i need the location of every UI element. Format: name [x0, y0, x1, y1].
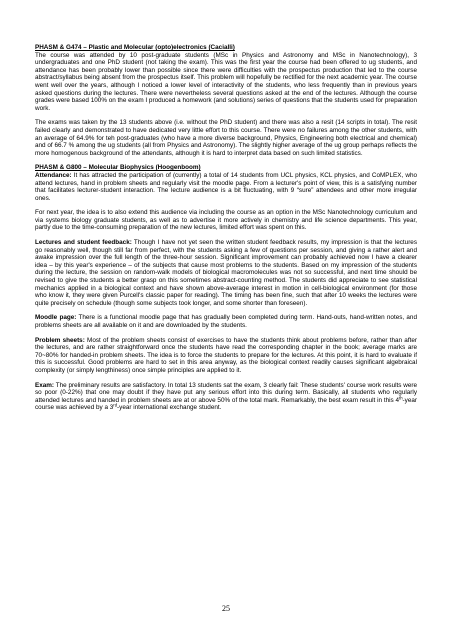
superscript-rd: rd	[113, 402, 118, 408]
attendance-label: Attendance:	[35, 171, 72, 179]
section-cacialli-para-1: PHASM & G474 – Plastic and Molecular (opto)electronics (Cacialli) The course was attended by 10 post-graduate students (MSc in Physics and Astronomy and MSc in Nanotechnology), 3 undergraduates and one PhD student (not taking the exam). This was the first year the course had been offered to ug students, and attendance has been probably lower than possible since there were difficulties with the prospectus production that led to the course abstract/syllabus being absent from the prospectus itself. This problem will hopefully be rectified for the next academic year. The course went well over the years, although I noticed a lower level of interactivity of the students, who less frequently than in previous years asked questions during the lectures. There were nevertheless several questions asked at the end of the lectures. Although the course grades were based 100% on the exam I produced a homework (and solutions) series of questions that the students used for preparation work.	[35, 44, 417, 112]
moodle-page-label: Moodle page:	[35, 314, 77, 322]
section-cacialli-para-2: The exams was taken by the 13 students above (i.e. without the PhD student) and there was also a resit (14 scripts in total). The resit failed clearly and demonstrated to have dedicated very little effort to this course. There were no failures among the other students, with an average of 64.9% for teh post-graduates (who have a more diverse background, Physics, Engineering both electrical and chemical) and of 66.7 % among the ug students (all from Physics and Astronomy). The slightly higher average of the ug group perhaps reflects the more homogenous background of the attendants, although it is hard to interpret data based on such limited statistics.	[35, 119, 417, 157]
superscript-th: th	[399, 395, 403, 401]
lectures-feedback-label: Lectures and student feedback:	[35, 239, 132, 247]
exam-para: Exam: The preliminary results are satisfactory. In total 13 students sat the exam, 3 clearly fail: These students' course work results were so poor (0-22%) that one may doubt if they have put any serious effort into this during term. Basically, all students who regularly attended lectures and handed in problem sheets are at or above 50% of the total mark. Remarkably, the best exam result in this 4th-year course was achieved by a 3rd-year international exchange student.	[35, 381, 417, 412]
lectures-feedback-para: Lectures and student feedback: Though I have not yet seen the written student feedback results, my impression is that the lectures go reasonably well, though still far from perfect, with the students asking a few of questions per session, and giving a rather alert and awake impression over the full length of the three-hour session. Significant improvement can probably achieved now I have a clearer idea – by this year's experience – of the subjects that cause most problems to the students. Based on my impression of the students during the lecture, the session on random-walk models of biological macromolecules was not so successful, and next time should be revised to give the students a better grasp on this sometimes abstract-counting method. The students did appreciate to see statistical mechanics applied in a biological context and have shown above-average interest in motion in cell-biological environment (for those who know it, they were given Purcell's classic paper for reading). The timing has been fine, such that after 10 weeks the lectures were quite precisely on schedule (though some subjects took longer, and some shorter than foreseen).	[35, 239, 418, 307]
section-hoogenboom-para-2: For next year, the idea is to also extend this audience via including the course as an option in the MSc Nanotechnology curriculum and via systems biology graduate students, as well as to advertise it more actively in chemistry and life science departments. This year, partly due to the time-consuming preparation of the new lectures, limited effort was spent on this.	[35, 209, 417, 232]
section-heading-cacialli: PHASM & G474 – Plastic and Molecular (opto)electronics (Cacialli)	[35, 44, 235, 51]
problem-sheets-para: Problem sheets: Most of the problem sheets consist of exercises to have the students think about problems before, rather than after the lectures, and are rather straightforward once the students have read the corresponding chapter in the book; average marks are 70~80% for handed-in problem sheets. The idea is to force the students to prepare for the lectures. At this point, it is hard to evaluate if this is successful. Good problems are hard to set in this area anyway, as the biological context readily causes significant algebraical complexity (or simply lengthiness) once simple principles are applied to it.	[35, 336, 417, 374]
page-number: 25	[222, 604, 230, 613]
moodle-page-para: Moodle page: There is a functional moodle page that has gradually been completed during term. Hand-outs, hand-written notes, and problems sheets are all available on it and are downloaded by the students.	[35, 314, 417, 329]
problem-sheets-label: Problem sheets:	[35, 336, 85, 344]
exam-label: Exam:	[35, 381, 55, 389]
section-hoogenboom-para-1: PHASM & G800 – Molecular Biophysics (Hoogenboom) Attendance: It has attracted the participation of (currently) a total of 14 students from UCL physics, KCL physics, and CoMPLEX, who attend lectures, hand in problem sheets and regularly visit the moodle page. From a lecturer's point of view, this is a satisfying number that facilitates lecturer-student interaction. The lecture audience is a bit fluctuating, with 9 “sure” attendees and other more irregular ones.	[35, 164, 417, 202]
section-heading-hoogenboom: PHASM & G800 – Molecular Biophysics (Hoogenboom)	[35, 164, 201, 172]
